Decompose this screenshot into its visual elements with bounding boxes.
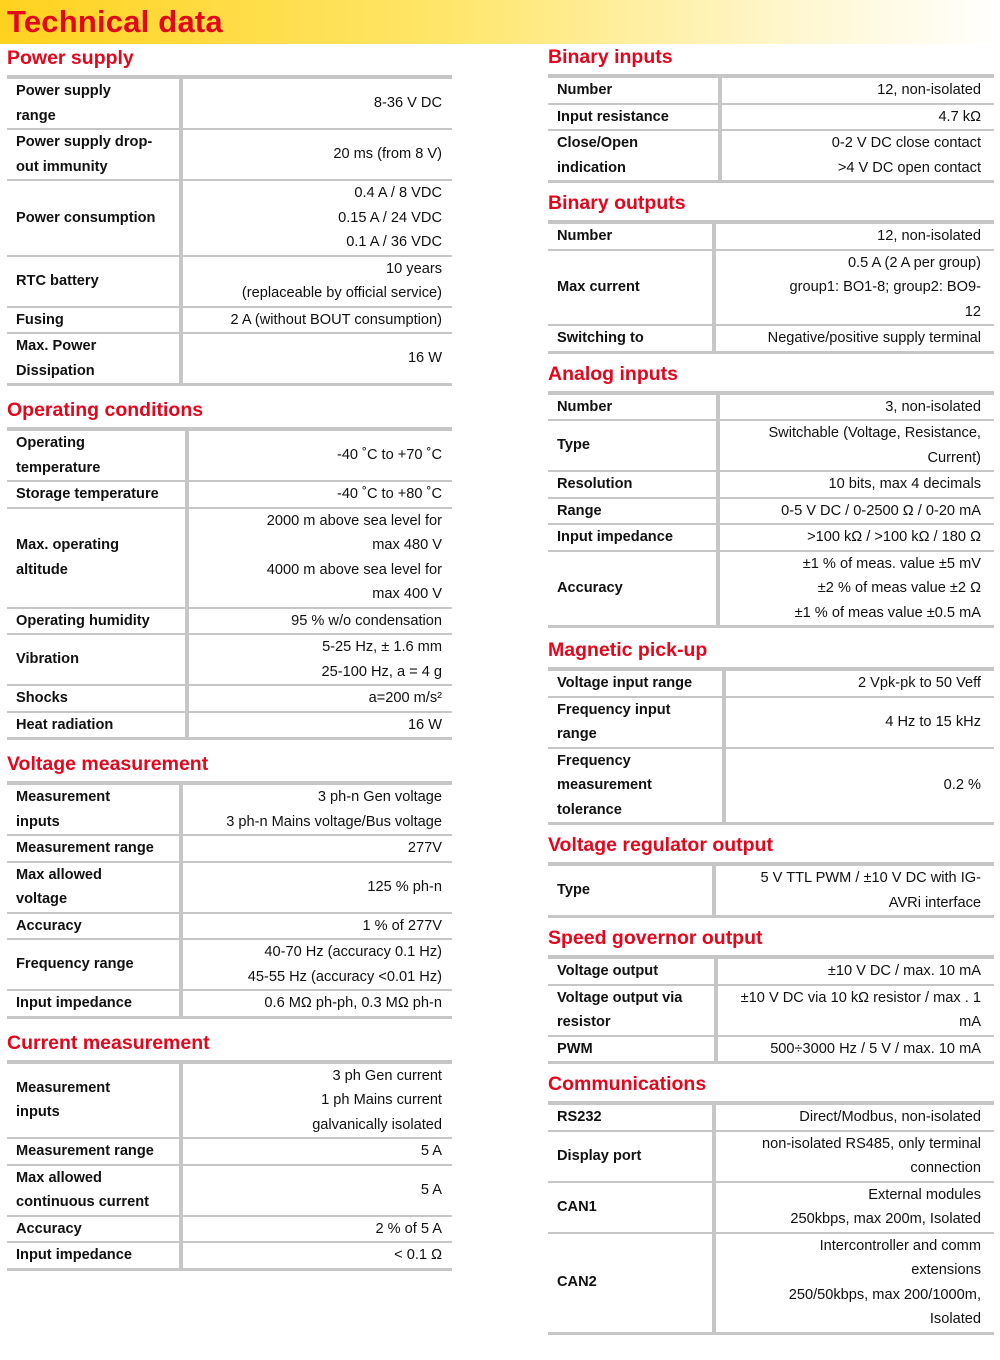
table-row bbox=[548, 698, 994, 749]
row-label: Accuracy bbox=[548, 552, 720, 626]
row-label: Operating temperature bbox=[7, 431, 189, 482]
row-label: Power supply drop- out immunity bbox=[7, 130, 183, 181]
section-title-speed-governor-output: Speed governor output bbox=[548, 927, 763, 949]
row-label: Number bbox=[548, 395, 720, 422]
row-value: 12, non-isolated bbox=[716, 224, 994, 251]
section-title-voltage-regulator-output: Voltage regulator output bbox=[548, 834, 773, 856]
table-row bbox=[548, 251, 994, 327]
row-label: Input resistance bbox=[548, 105, 722, 132]
table-row bbox=[7, 308, 452, 335]
row-value: Intercontroller and comm extensions 250/50kbps, max 200/1000m, Isolated bbox=[788, 1237, 981, 1327]
row-label: Fusing bbox=[7, 308, 183, 335]
row-value: 16 W bbox=[407, 716, 442, 733]
row-label: Input impedance bbox=[7, 1243, 183, 1268]
row-value: 0-2 V DC close contact >4 V DC open contact bbox=[831, 135, 981, 176]
table-row bbox=[7, 785, 452, 836]
table-row bbox=[7, 130, 452, 181]
table-row bbox=[548, 525, 994, 552]
row-label: Max allowed continuous current bbox=[7, 1166, 183, 1217]
table-row bbox=[548, 986, 994, 1037]
table-binary-inputs bbox=[548, 74, 994, 183]
page-title: Technical data bbox=[7, 4, 223, 39]
table-row bbox=[7, 1243, 452, 1268]
table-operating-conditions bbox=[7, 427, 452, 740]
row-value: 5 A bbox=[183, 1139, 452, 1166]
row-value: 0.4 A / 8 VDC 0.15 A / 24 VDC 0.1 A / 36 VDC bbox=[183, 181, 452, 257]
table-speed-governor-output bbox=[548, 955, 994, 1064]
table-row bbox=[7, 257, 452, 308]
row-value: 5 A bbox=[183, 1166, 452, 1217]
table-current-measurement bbox=[7, 1060, 452, 1271]
row-value: 40-70 Hz (accuracy 0.1 Hz) 45-55 Hz (accuracy <0.01 Hz) bbox=[183, 940, 452, 991]
row-label: Measurement range bbox=[7, 1139, 183, 1166]
row-value: Direct/Modbus, non-isolated bbox=[716, 1105, 994, 1132]
section-title-power-supply: Power supply bbox=[7, 47, 134, 69]
row-label: Power consumption bbox=[7, 181, 183, 257]
table-analog-inputs bbox=[548, 391, 994, 629]
row-value: ±10 V DC / max. 10 mA bbox=[718, 959, 994, 986]
table-row bbox=[7, 1064, 452, 1140]
row-value: 10 years (replaceable by official service) bbox=[183, 257, 452, 308]
table-binary-outputs bbox=[548, 220, 994, 354]
table-row bbox=[7, 863, 452, 914]
row-value: 2000 m above sea level for max 480 V 4000 m above sea level for max 400 V bbox=[189, 509, 452, 609]
row-label: Number bbox=[548, 224, 716, 251]
row-label: Max. operating altitude bbox=[7, 509, 189, 609]
row-label: RS232 bbox=[548, 1105, 716, 1132]
row-value: 16 W bbox=[407, 350, 442, 367]
row-label: Frequency input range bbox=[548, 698, 726, 749]
row-value: 5-25 Hz, ± 1.6 mm 25-100 Hz, a = 4 g bbox=[189, 635, 452, 686]
row-label: Voltage input range bbox=[548, 671, 726, 698]
row-value: 277V bbox=[183, 836, 452, 863]
section-title-magnetic-pickup: Magnetic pick-up bbox=[548, 639, 708, 661]
table-row bbox=[548, 499, 994, 526]
row-label: Max. Power Dissipation bbox=[7, 334, 183, 383]
section-title-binary-outputs: Binary outputs bbox=[548, 192, 686, 214]
table-row bbox=[7, 686, 452, 713]
row-label: Operating humidity bbox=[7, 609, 189, 636]
table-row bbox=[7, 1217, 452, 1244]
row-value: 20 ms (from 8 V) bbox=[183, 130, 452, 181]
table-row bbox=[7, 181, 452, 257]
row-label: Heat radiation bbox=[7, 713, 189, 738]
row-label: Shocks bbox=[7, 686, 189, 713]
row-value: External modules 250kbps, max 200m, Isolated bbox=[716, 1183, 994, 1234]
table-row bbox=[7, 609, 452, 636]
table-voltage-measurement bbox=[7, 781, 452, 1019]
table-row bbox=[548, 326, 994, 351]
table-row bbox=[7, 635, 452, 686]
row-value: 4 Hz to 15 kHz bbox=[726, 698, 994, 749]
row-value: 0.6 MΩ ph-ph, 0.3 MΩ ph-n bbox=[264, 995, 442, 1011]
row-label: Frequency range bbox=[7, 940, 183, 991]
row-value: 1 % of 277V bbox=[183, 914, 452, 941]
row-label: Voltage output via resistor bbox=[548, 986, 718, 1037]
row-value: 3 ph Gen current 1 ph Mains current galvanically isolated bbox=[183, 1064, 452, 1140]
table-row bbox=[548, 671, 994, 698]
row-label: Power supply range bbox=[7, 79, 183, 130]
row-label: Number bbox=[548, 78, 722, 105]
table-row bbox=[7, 1139, 452, 1166]
table-row bbox=[548, 421, 994, 472]
table-row bbox=[548, 105, 994, 132]
row-label: PWM bbox=[548, 1037, 718, 1062]
section-title-communications: Communications bbox=[548, 1073, 707, 1095]
table-row bbox=[548, 78, 994, 105]
table-row bbox=[7, 1166, 452, 1217]
row-value: a=200 m/s² bbox=[189, 686, 452, 713]
row-value: ±10 V DC via 10 kΩ resistor / max . 1 mA bbox=[718, 986, 994, 1037]
row-label: Max allowed voltage bbox=[7, 863, 183, 914]
title-banner bbox=[0, 0, 1000, 44]
row-value: ±1 % of meas. value ±5 mV ±2 % of meas value ±2 Ω ±1 % of meas value ±0.5 mA bbox=[794, 555, 981, 621]
table-row bbox=[548, 1037, 994, 1062]
row-value: non-isolated RS485, only terminal connection bbox=[716, 1132, 994, 1183]
row-value: Switchable (Voltage, Resistance, Current) bbox=[720, 421, 994, 472]
section-title-analog-inputs: Analog inputs bbox=[548, 362, 678, 385]
section-title-operating-conditions: Operating conditions bbox=[7, 399, 204, 421]
table-row bbox=[548, 866, 994, 915]
row-label: Storage temperature bbox=[7, 482, 189, 509]
row-value: 2 A (without BOUT consumption) bbox=[183, 308, 452, 335]
table-row bbox=[548, 1105, 994, 1132]
table-row bbox=[7, 991, 452, 1016]
table-row bbox=[7, 509, 452, 609]
row-label: Accuracy bbox=[7, 1217, 183, 1244]
row-value: 10 bits, max 4 decimals bbox=[720, 472, 994, 499]
row-value: 3, non-isolated bbox=[720, 395, 994, 422]
table-row bbox=[548, 749, 994, 823]
table-row bbox=[548, 552, 994, 626]
table-row bbox=[7, 334, 452, 383]
right-column bbox=[548, 43, 994, 1335]
table-row bbox=[548, 1132, 994, 1183]
table-row bbox=[548, 224, 994, 251]
table-power-supply bbox=[7, 75, 452, 386]
table-voltage-regulator-output bbox=[548, 862, 994, 918]
row-value: 12, non-isolated bbox=[722, 78, 994, 105]
row-label: Measurement inputs bbox=[7, 785, 183, 836]
row-value: -40 ˚C to +80 ˚C bbox=[189, 482, 452, 509]
row-label: Close/Open indication bbox=[548, 131, 722, 180]
row-value: >100 kΩ / >100 kΩ / 180 Ω bbox=[720, 525, 994, 552]
row-label: Vibration bbox=[7, 635, 189, 686]
table-row bbox=[7, 836, 452, 863]
table-magnetic-pickup bbox=[548, 667, 994, 825]
row-value: 0.2 % bbox=[943, 777, 981, 793]
row-label: Voltage output bbox=[548, 959, 718, 986]
row-value: 125 % ph-n bbox=[183, 863, 452, 914]
table-row bbox=[7, 79, 452, 130]
row-label: Display port bbox=[548, 1132, 716, 1183]
row-label: Measurement range bbox=[7, 836, 183, 863]
row-label: Switching to bbox=[548, 326, 716, 351]
table-row bbox=[7, 482, 452, 509]
table-row bbox=[548, 472, 994, 499]
table-row bbox=[548, 131, 994, 180]
row-label: Type bbox=[548, 866, 716, 915]
section-title-voltage-measurement: Voltage measurement bbox=[7, 753, 209, 775]
table-row bbox=[548, 1234, 994, 1332]
row-value: Negative/positive supply terminal bbox=[767, 330, 981, 346]
table-row bbox=[7, 940, 452, 991]
row-value: 4.7 kΩ bbox=[722, 105, 994, 132]
table-row bbox=[7, 713, 452, 738]
row-value: 2 % of 5 A bbox=[183, 1217, 452, 1244]
row-value: 2 Vpk-pk to 50 Veff bbox=[726, 671, 994, 698]
row-label: Range bbox=[548, 499, 720, 526]
row-value: -40 ˚C to +70 ˚C bbox=[189, 431, 452, 482]
table-row bbox=[548, 1183, 994, 1234]
section-title-current-measurement: Current measurement bbox=[7, 1031, 210, 1054]
row-label: Input impedance bbox=[7, 991, 183, 1016]
row-value: 8-36 V DC bbox=[183, 79, 452, 130]
row-label: CAN2 bbox=[548, 1234, 716, 1332]
row-label: Resolution bbox=[548, 472, 720, 499]
row-value: 5 V TTL PWM / ±10 V DC with IG- AVRi interface bbox=[760, 870, 981, 911]
row-label: RTC battery bbox=[7, 257, 183, 308]
row-label: Type bbox=[548, 421, 720, 472]
row-value: 0-5 V DC / 0-2500 Ω / 0-20 mA bbox=[720, 499, 994, 526]
table-row bbox=[548, 395, 994, 422]
row-label: Input impedance bbox=[548, 525, 720, 552]
row-label: Measurement inputs bbox=[7, 1064, 183, 1140]
table-row bbox=[548, 959, 994, 986]
row-value: 3 ph-n Gen voltage 3 ph-n Mains voltage/Bus voltage bbox=[183, 785, 452, 836]
section-title-binary-inputs: Binary inputs bbox=[548, 46, 673, 68]
row-label: CAN1 bbox=[548, 1183, 716, 1234]
table-row bbox=[7, 431, 452, 482]
table-communications bbox=[548, 1101, 994, 1335]
row-value: 500÷3000 Hz / 5 V / max. 10 mA bbox=[770, 1040, 981, 1057]
row-label: Max current bbox=[548, 251, 716, 327]
row-value: 95 % w/o condensation bbox=[189, 609, 452, 636]
row-label: Frequency measurement tolerance bbox=[548, 749, 726, 823]
table-row bbox=[7, 914, 452, 941]
left-column bbox=[7, 44, 452, 1271]
row-value: < 0.1 Ω bbox=[394, 1247, 442, 1263]
row-label: Accuracy bbox=[7, 914, 183, 941]
row-value: 0.5 A (2 A per group) group1: BO1-8; group2: BO9- 12 bbox=[716, 251, 994, 327]
